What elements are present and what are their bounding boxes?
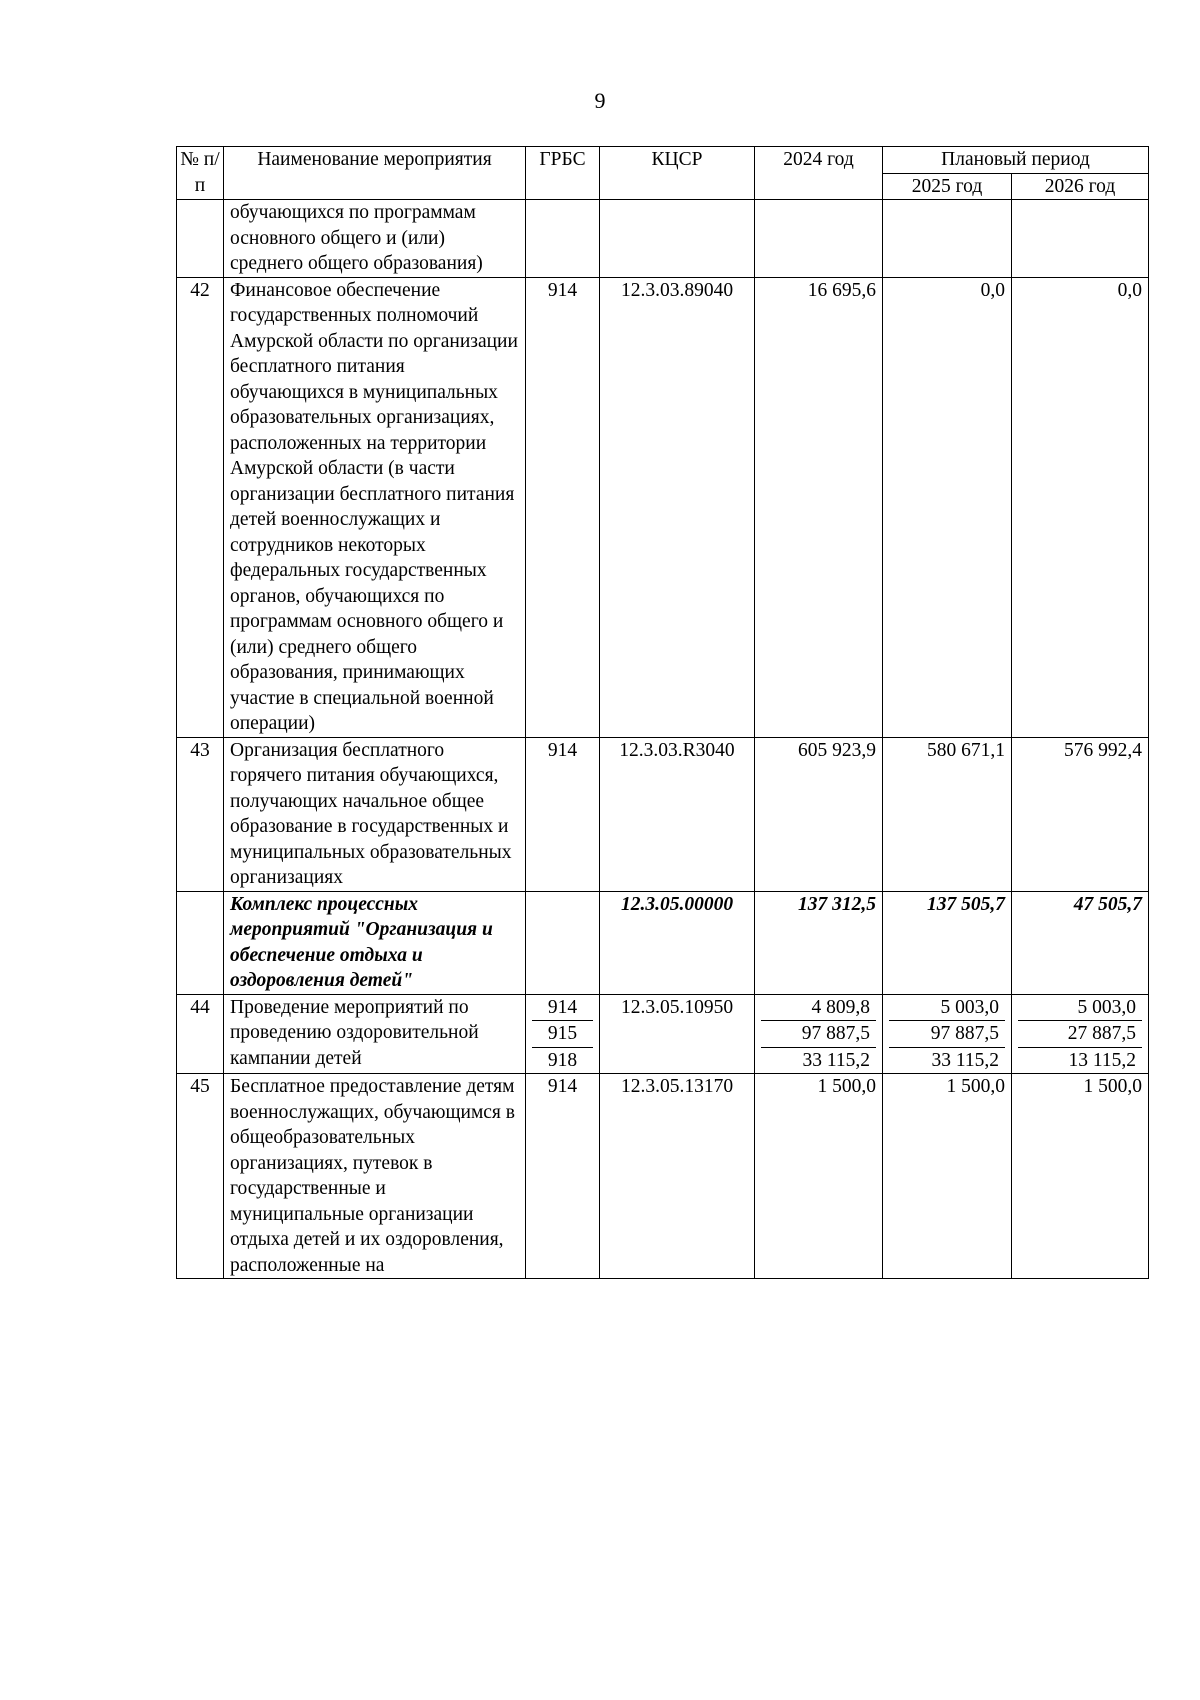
row-2024: 4 809,8 <box>761 995 876 1022</box>
row-kcsr <box>600 200 755 278</box>
row-2026: 47 505,7 <box>1012 891 1149 994</box>
page-number: 9 <box>594 88 606 113</box>
row-num: 42 <box>177 277 224 737</box>
row-2025: 5 003,0 <box>889 995 1005 1022</box>
row-grbs <box>526 891 600 994</box>
row-grbs: 915 <box>532 1021 593 1048</box>
row-2025 <box>883 200 1012 278</box>
budget-table <box>176 146 1149 1279</box>
row-grbs: 918 <box>547 1049 578 1071</box>
row-2024: 137 312,5 <box>755 891 883 994</box>
row-num: 45 <box>177 1074 224 1279</box>
row-2024 <box>755 200 883 278</box>
header-2025: 2025 год <box>883 173 1012 200</box>
row-num <box>177 891 224 994</box>
row-2025: 137 505,7 <box>883 891 1012 994</box>
row-grbs: 914 <box>526 737 600 891</box>
row-2025: 1 500,0 <box>883 1074 1012 1279</box>
row-name: Комплекс процессных мероприятий "Организация и обеспечение отдыха и оздоровления детей" <box>224 891 526 994</box>
table-row <box>177 277 1149 737</box>
row-2026: 13 115,2 <box>1068 1049 1137 1071</box>
row-2026 <box>1012 200 1149 278</box>
row-2026: 1 500,0 <box>1012 1074 1149 1279</box>
row-grbs: 914 <box>532 995 593 1022</box>
row-2026-list <box>1012 994 1149 1074</box>
row-2025: 580 671,1 <box>883 737 1012 891</box>
row-grbs: 914 <box>526 1074 600 1279</box>
row-2024: 16 695,6 <box>755 277 883 737</box>
header-2024: 2024 год <box>755 147 883 200</box>
row-2026: 5 003,0 <box>1018 995 1142 1022</box>
row-2024: 1 500,0 <box>755 1074 883 1279</box>
row-grbs: 914 <box>526 277 600 737</box>
row-grbs <box>526 200 600 278</box>
row-name: Финансовое обеспечение государственных полномочий Амурской области по организации бесплатного питания обучающихся в муниципальных образовательных организациях, расположенных на территории Амурской области (в части организации бесплатного питания детей военнослужащих и сотрудников некоторых федеральных государственных органов, обучающихся по программам основного общего и (или) среднего общего образования, принимающих участие в специальной военной операции) <box>224 277 526 737</box>
row-num: 44 <box>177 994 224 1074</box>
header-name: Наименование мероприятия <box>224 147 526 200</box>
row-name: Организация бесплатного горячего питания обучающихся, получающих начальное общее образование в государственных и муниципальных образовательных организациях <box>224 737 526 891</box>
row-kcsr: 12.3.05.13170 <box>600 1074 755 1279</box>
row-2026: 576 992,4 <box>1012 737 1149 891</box>
row-kcsr: 12.3.03.R3040 <box>600 737 755 891</box>
header-2026: 2026 год <box>1012 173 1149 200</box>
row-2025-list <box>883 994 1012 1074</box>
header-planned-period: Плановый период <box>883 147 1149 174</box>
row-2025: 33 115,2 <box>931 1049 999 1071</box>
row-2024: 33 115,2 <box>802 1049 870 1071</box>
row-2025: 0,0 <box>883 277 1012 737</box>
row-kcsr: 12.3.05.10950 <box>600 994 755 1074</box>
table-row <box>177 1074 1149 1279</box>
row-2024: 605 923,9 <box>755 737 883 891</box>
table-row-section <box>177 891 1149 994</box>
table-row <box>177 200 1149 278</box>
header-num: № п/п <box>177 147 224 200</box>
row-num <box>177 200 224 278</box>
row-2024-list <box>755 994 883 1074</box>
row-kcsr: 12.3.05.00000 <box>600 891 755 994</box>
row-grbs-list <box>526 994 600 1074</box>
row-name: обучающихся по программам основного общего и (или) среднего общего образования) <box>224 200 526 278</box>
row-2026: 0,0 <box>1012 277 1149 737</box>
table-row <box>177 994 1149 1074</box>
row-name: Проведение мероприятий по проведению оздоровительной кампании детей <box>224 994 526 1074</box>
row-kcsr: 12.3.03.89040 <box>600 277 755 737</box>
row-2024: 97 887,5 <box>761 1021 876 1048</box>
row-num: 43 <box>177 737 224 891</box>
row-name: Бесплатное предоставление детям военнослужащих, обучающимся в общеобразовательных организациях, путевок в государственные и муниципальные организации отдыха детей и их оздоровления, расположенные на <box>224 1074 526 1279</box>
row-2025: 97 887,5 <box>889 1021 1005 1048</box>
row-2026: 27 887,5 <box>1018 1021 1142 1048</box>
table-row <box>177 737 1149 891</box>
header-grbs: ГРБС <box>526 147 600 200</box>
header-kcsr: КЦСР <box>600 147 755 200</box>
